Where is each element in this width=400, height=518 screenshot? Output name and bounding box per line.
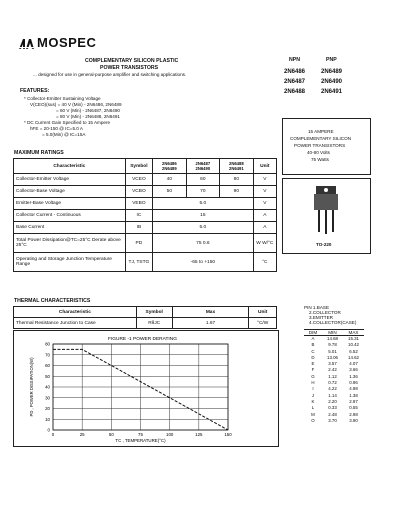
- table-cell: A: [253, 210, 276, 222]
- dim-cell: C: [311, 348, 315, 354]
- table-cell: °C/W: [249, 318, 277, 329]
- dim-cell: 14.68: [327, 336, 338, 341]
- dim-cell: 3.70: [328, 417, 337, 423]
- y-tick-label: 0: [47, 427, 50, 433]
- power-derating-chart: [13, 330, 277, 445]
- dim-header: DIM: [308, 330, 318, 335]
- dim-header-row: [304, 329, 364, 336]
- table-header: Characteristic: [14, 307, 137, 318]
- dim-cell: H: [311, 380, 315, 386]
- thermal-heading: THERMAL CHARACTERISTICS: [14, 298, 91, 304]
- title-line2: POWER TRANSISTORS: [100, 65, 159, 71]
- dim-cell: F: [311, 367, 315, 373]
- table-header-row: [14, 307, 277, 318]
- table-cell: A: [253, 222, 276, 234]
- dim-cell: 0.72: [328, 380, 337, 386]
- table-cell: °C: [253, 253, 276, 272]
- table-cell: 80: [220, 174, 254, 186]
- max-ratings-table: [13, 158, 277, 272]
- x-tick-label: 125: [195, 432, 203, 437]
- to220-package-icon: [308, 184, 348, 240]
- dim-cell: O: [311, 417, 315, 423]
- features-heading: FEATURES:: [20, 88, 50, 94]
- dim-cell: 2.20: [328, 398, 337, 404]
- y-tick-label: 10: [45, 416, 50, 422]
- table-cell: Emitter-Base Voltage: [14, 198, 126, 210]
- x-tick-label: 50: [108, 432, 114, 437]
- y-tick-label: 80: [45, 341, 50, 347]
- dim-cell: A: [311, 336, 315, 341]
- dim-cell: L: [311, 405, 315, 411]
- dim-cell: 15.31: [348, 336, 359, 341]
- table-header: 2N6488 2N6491: [220, 159, 254, 174]
- pnp-header: PNP: [326, 57, 337, 63]
- dim-cell: 1.36: [349, 373, 358, 379]
- thermal-table: [13, 306, 277, 329]
- table-cell: Base Current: [14, 222, 126, 234]
- table-header: Unit: [249, 307, 277, 318]
- brand-logo: [18, 37, 36, 49]
- table-cell: 60: [186, 174, 220, 186]
- table-cell: Collector-Base Voltage: [14, 186, 126, 198]
- npn-part: 2N6486: [284, 69, 306, 75]
- dim-cell: 2.48: [328, 411, 337, 417]
- pnp-part: 2N6489: [321, 69, 343, 75]
- dim-cell: G: [311, 373, 315, 379]
- y-tick-label: 40: [45, 384, 50, 390]
- dim-cell: 10.42: [348, 342, 359, 348]
- dim-cell: D: [311, 354, 315, 360]
- npn-part: 2N6488: [284, 89, 306, 95]
- table-header: Unit: [253, 159, 276, 174]
- feature-item: = 60 V (Min) - 2N6487, 2N6490: [56, 108, 120, 113]
- table-header-row: [14, 159, 277, 174]
- dim-row: [304, 418, 364, 424]
- dim-cell: 3.66: [349, 367, 358, 373]
- table-cell: 75 0.6: [153, 234, 254, 253]
- table-cell: V: [253, 174, 276, 186]
- table-header: 2N6487 2N6490: [186, 159, 220, 174]
- table-cell: IB: [125, 222, 152, 234]
- table-row: [14, 318, 277, 329]
- x-tick-label: 0: [51, 432, 55, 437]
- dim-cell: 3.57: [328, 361, 337, 367]
- dim-cell: 5.01: [328, 348, 337, 354]
- table-cell: VEBO: [125, 198, 152, 210]
- dim-cell: 2.98: [349, 411, 358, 417]
- table-cell: 15: [153, 210, 254, 222]
- summary-line: POWER TRANSISTORS: [294, 143, 346, 148]
- table-cell: V: [253, 186, 276, 198]
- table-row: [14, 174, 277, 186]
- table-row: [14, 198, 277, 210]
- x-tick-label: 75: [138, 432, 143, 437]
- table-cell: 40: [153, 174, 187, 186]
- chart-title: FIGURE -1 POWER DERATING: [108, 337, 177, 342]
- dim-cell: 2.97: [349, 398, 358, 404]
- table-cell: W W/°C: [253, 234, 276, 253]
- y-axis-label: PD , POWER DISSIPATION(W): [29, 357, 34, 417]
- title-line1: COMPLEMENTARY SILICON PLASTIC: [85, 58, 179, 64]
- table-row: [14, 210, 277, 222]
- table-cell: Operating and Storage Junction Temperature Range: [14, 253, 126, 272]
- table-cell: V: [253, 198, 276, 210]
- table-cell: Collector Current - Continuous: [14, 210, 126, 222]
- dim-cell: I: [312, 386, 314, 392]
- pin-label: 4.COLLECTOR(CASE): [309, 320, 357, 325]
- pin-label: 2.COLLECTOR: [309, 310, 341, 315]
- table-cell: Thermal Resistance Junction to Case: [14, 318, 137, 329]
- dim-cell: 1.38: [349, 392, 358, 398]
- summary-line: COMPLEMENTARY SILICON: [290, 136, 352, 141]
- pnp-part: 2N6491: [321, 89, 343, 95]
- dim-cell: E: [311, 361, 315, 367]
- dim-cell: 4.07: [349, 361, 358, 367]
- package-label: TO-220: [316, 242, 332, 247]
- dim-cell: J: [311, 392, 315, 398]
- summary-line: 40-80 Volts: [307, 150, 330, 155]
- dim-cell: K: [311, 398, 315, 404]
- summary-line: 15 AMPERE: [308, 129, 334, 134]
- table-cell: Total Power Dissipation@TC=25°C Derate above 25°C: [14, 234, 126, 253]
- dim-cell: 1.14: [328, 392, 337, 398]
- table-header: Max: [172, 307, 249, 318]
- feature-item: hFE = 20-150 @ IC=5.0 A: [30, 126, 83, 131]
- y-tick-label: 20: [45, 406, 50, 411]
- brand-name: MOSPEC: [37, 35, 97, 50]
- max-ratings-heading: MAXIMUM RATINGS: [14, 150, 64, 156]
- feature-item: * DC Current Gain Specified to 15 Ampere: [24, 120, 111, 125]
- dim-header: MAX: [348, 330, 359, 335]
- npn-part: 2N6487: [284, 79, 306, 85]
- dim-cell: 6.52: [349, 348, 358, 354]
- table-cell: 1.67: [172, 318, 249, 329]
- dim-cell: 14.62: [348, 354, 359, 360]
- table-cell: 5.0: [153, 222, 254, 234]
- dim-cell: 13.06: [327, 354, 338, 360]
- dim-cell: M: [311, 411, 315, 417]
- table-header: Symbol: [136, 307, 172, 318]
- table-cell: 5.0: [153, 198, 254, 210]
- dim-cell: 2.42: [328, 367, 337, 373]
- table-cell: 70: [186, 186, 220, 198]
- table-header: 2N6486 2N6489: [153, 159, 187, 174]
- pin-label: 3.EMITTER: [309, 315, 333, 320]
- x-tick-label: 150: [224, 432, 232, 437]
- npn-header: NPN: [289, 57, 300, 63]
- x-tick-label: 25: [79, 432, 85, 437]
- dim-header: MIN: [328, 330, 337, 335]
- table-cell: RθJC: [136, 318, 172, 329]
- summary-line: 75 Watts: [311, 157, 329, 162]
- pin-label: PIN 1.BASE: [304, 305, 330, 310]
- table-header: Characteristic: [14, 159, 126, 174]
- table-cell: VCEO: [125, 174, 152, 186]
- y-tick-label: 60: [45, 363, 50, 368]
- table-cell: 50: [153, 186, 187, 198]
- table-row: [14, 234, 277, 253]
- pnp-part: 2N6490: [321, 79, 343, 85]
- x-axis-label: TC , TEMPERATURE(°C): [115, 438, 166, 443]
- feature-item: * Collector-Emitter Sustaining Voltage: [24, 96, 101, 101]
- table-row: [14, 222, 277, 234]
- table-header: Symbol: [125, 159, 152, 174]
- table-row: [14, 253, 277, 272]
- brand-logo-icon: [18, 38, 36, 50]
- y-tick-label: 70: [45, 352, 50, 358]
- dim-cell: 3.90: [349, 417, 358, 423]
- dim-cell: 0.55: [349, 405, 358, 411]
- feature-item: = 80 V (Min) - 2N6488, 2N6491: [56, 114, 120, 119]
- table-cell: -65 to +150: [153, 253, 254, 272]
- table-cell: TJ, TSTG: [125, 253, 152, 272]
- x-tick-label: 100: [166, 432, 174, 437]
- dim-table: [304, 329, 364, 424]
- dim-cell: 9.78: [328, 342, 337, 348]
- y-tick-label: 50: [45, 373, 50, 379]
- dim-cell: 0.33: [328, 405, 337, 411]
- title-line3: ... designed for use in general-purpose amplifier and switching applications.: [33, 72, 187, 77]
- dim-cell: B: [311, 342, 315, 348]
- dim-cell: 4.22: [328, 386, 337, 392]
- table-row: [14, 186, 277, 198]
- feature-item: = 5.0(Min) @ IC=15A: [42, 132, 86, 137]
- dim-cell: 0.96: [349, 380, 358, 386]
- table-cell: PD: [125, 234, 152, 253]
- feature-item: V(CEO)(sus) = 40 V (Min) - 2N6486, 2N6489: [30, 102, 122, 107]
- table-cell: VCBO: [125, 186, 152, 198]
- dim-cell: 4.98: [349, 386, 358, 392]
- dim-cell: 1.12: [328, 373, 337, 379]
- table-cell: IC: [125, 210, 152, 222]
- y-tick-label: 30: [45, 395, 50, 401]
- dim-rows: [304, 336, 364, 424]
- table-cell: 90: [220, 186, 254, 198]
- table-cell: Collector-Emitter Voltage: [14, 174, 126, 186]
